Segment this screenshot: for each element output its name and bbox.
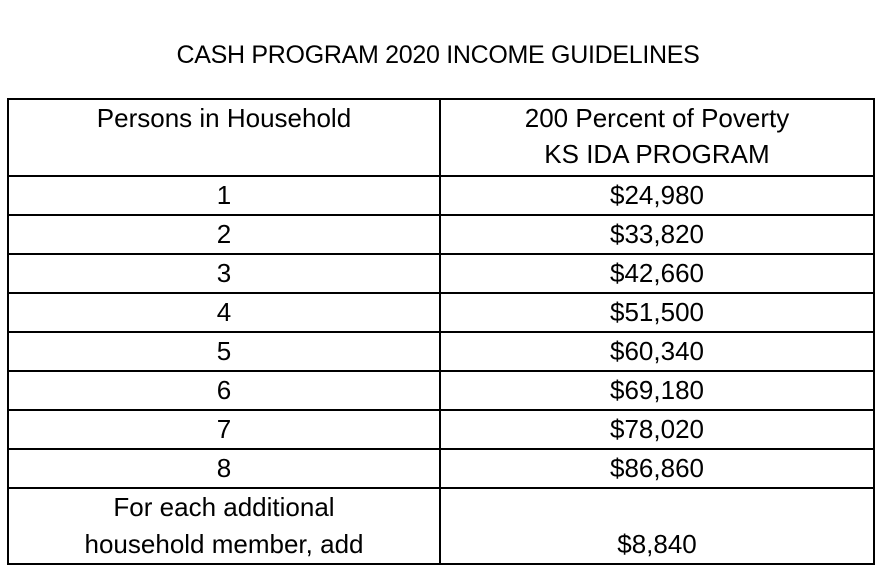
additional-member-label-line2: household member, add <box>84 529 364 559</box>
amount-cell: $33,820 <box>440 215 874 254</box>
persons-cell: 5 <box>8 332 440 371</box>
additional-member-label-line1: For each additional <box>113 492 335 522</box>
amount-cell: $69,180 <box>440 371 874 410</box>
table-header-row <box>8 99 874 176</box>
persons-cell: 4 <box>8 293 440 332</box>
table-row <box>8 215 874 254</box>
persons-cell: 1 <box>8 176 440 215</box>
persons-cell: 7 <box>8 410 440 449</box>
table-row <box>8 293 874 332</box>
amount-cell: $78,020 <box>440 410 874 449</box>
persons-cell: 6 <box>8 371 440 410</box>
page-title: CASH PROGRAM 2020 INCOME GUIDELINES <box>176 41 700 69</box>
income-guidelines-table <box>7 98 875 565</box>
additional-member-label <box>8 488 440 564</box>
persons-cell: 3 <box>8 254 440 293</box>
table-row <box>8 254 874 293</box>
amount-cell: $86,860 <box>440 449 874 488</box>
amount-cell: $60,340 <box>440 332 874 371</box>
persons-cell: 2 <box>8 215 440 254</box>
table-row <box>8 332 874 371</box>
table-row <box>8 371 874 410</box>
additional-member-row <box>8 488 874 564</box>
table-row <box>8 176 874 215</box>
amount-cell: $42,660 <box>440 254 874 293</box>
header-persons-in-household: Persons in Household <box>8 99 440 176</box>
additional-member-amount: $8,840 <box>440 488 874 564</box>
persons-cell: 8 <box>8 449 440 488</box>
header-poverty-percent-line1: 200 Percent of Poverty <box>524 103 790 133</box>
amount-cell: $24,980 <box>440 176 874 215</box>
table-row <box>8 410 874 449</box>
header-poverty-percent <box>440 99 874 176</box>
header-poverty-percent-line2: KS IDA PROGRAM <box>544 139 770 169</box>
amount-cell: $51,500 <box>440 293 874 332</box>
table-row <box>8 449 874 488</box>
